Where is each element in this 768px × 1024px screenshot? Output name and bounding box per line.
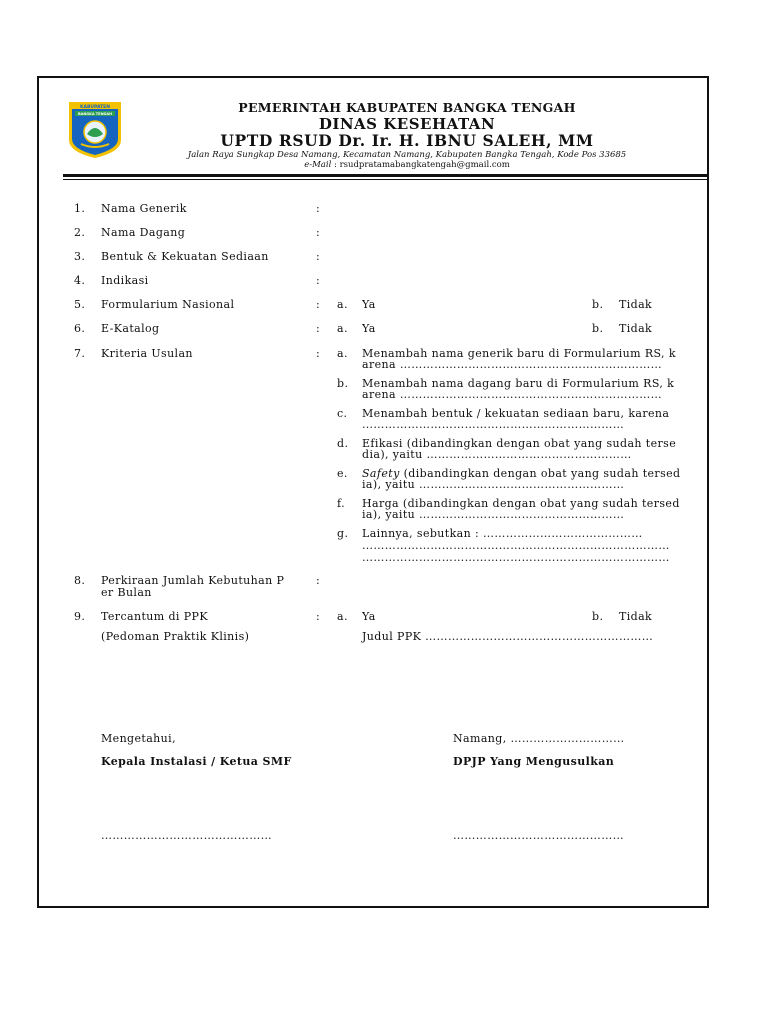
right-signatory-title: DPJP Yang Mengusulkan <box>453 755 615 768</box>
criteria-text: Efikasi (dibandingkan dengan obat yang sudah terse <box>362 437 677 450</box>
header-divider-thick <box>63 174 709 177</box>
place-date-field[interactable]: Namang, ………………………… <box>453 732 625 745</box>
ppk-title-field[interactable]: Judul PPK …………………………………………………… <box>362 630 654 643</box>
criteria-text-cont: arena …………………………………………………………… <box>362 358 663 371</box>
header-divider-thin <box>63 179 709 180</box>
email-label: e-Mail <box>304 160 332 170</box>
left-signatory-title: Kepala Instalasi / Ketua SMF <box>101 755 292 768</box>
item-number: 3. <box>74 250 86 263</box>
option-letter-a: a. <box>337 298 348 311</box>
item-colon: : <box>316 298 321 311</box>
item-number: 2. <box>74 226 86 239</box>
option-ya[interactable]: Ya <box>362 610 376 623</box>
criteria-text-cont: ……………………………………………………………………… <box>362 539 670 552</box>
item-label: Tercantum di PPK <box>101 610 208 623</box>
criteria-letter: e. <box>337 467 348 480</box>
criteria-letter: f. <box>337 497 345 510</box>
item-number: 1. <box>74 202 86 215</box>
hospital-title: UPTD RSUD Dr. Ir. H. IBNU SALEH, MM <box>220 131 594 150</box>
item-label: Kriteria Usulan <box>101 347 193 360</box>
item-colon: : <box>316 250 321 263</box>
address-line: Jalan Raya Sungkap Desa Namang, Kecamatan Namang, Kabupaten Bangka Tengah, Kode Pos 33685 <box>187 150 627 160</box>
option-ya[interactable]: Ya <box>362 298 376 311</box>
item-colon: : <box>316 274 321 287</box>
item-number: 4. <box>74 274 86 287</box>
item-number: 9. <box>74 610 86 623</box>
svg-text:BANGKA TENGAH: BANGKA TENGAH <box>77 112 113 116</box>
criteria-letter: g. <box>337 527 349 540</box>
item-colon: : <box>316 202 321 215</box>
criteria-text: Menambah bentuk / kekuatan sediaan baru, karena <box>362 407 670 420</box>
criteria-text-rest: (dibandingkan dengan obat yang sudah tersed <box>399 467 681 480</box>
item-colon: : <box>316 322 321 335</box>
item-number: 5. <box>74 298 86 311</box>
criteria-text-cont: ……………………………………………………………………… <box>362 551 670 564</box>
option-letter-b: b. <box>592 610 604 623</box>
item-label: Perkiraan Jumlah Kebutuhan P <box>101 574 285 587</box>
item-label: Nama Dagang <box>101 226 186 239</box>
item-label: Nama Generik <box>101 202 187 215</box>
item-colon: : <box>316 610 321 623</box>
criteria-text-cont: ia), yaitu ……………………………………………… <box>362 478 625 491</box>
item-label: Indikasi <box>101 274 149 287</box>
criteria-text-cont: arena …………………………………………………………… <box>362 388 663 401</box>
form-page <box>37 76 709 908</box>
criteria-text-cont: ia), yaitu ……………………………………………… <box>362 508 625 521</box>
svg-text:KABUPATEN: KABUPATEN <box>80 105 110 110</box>
criteria-letter: a. <box>337 347 348 360</box>
criteria-letter: b. <box>337 377 349 390</box>
agency-title: DINAS KESEHATAN <box>318 115 496 133</box>
item-label: E-Katalog <box>101 322 160 335</box>
right-signature-line[interactable]: ……………………………………… <box>453 829 624 842</box>
criteria-text: Menambah nama generik baru di Formularium RS, k <box>362 347 676 360</box>
item-colon: : <box>316 347 321 360</box>
option-tidak[interactable]: Tidak <box>619 610 653 623</box>
criteria-text-cont: …………………………………………………………… <box>362 418 625 431</box>
item-number: 8. <box>74 574 86 587</box>
option-letter-b: b. <box>592 322 604 335</box>
option-letter-b: b. <box>592 298 604 311</box>
regency-emblem-logo <box>67 100 123 160</box>
item-label: Bentuk & Kekuatan Sediaan <box>101 250 269 263</box>
email-line <box>147 160 667 170</box>
criteria-letter: c. <box>337 407 348 420</box>
item-label: Formularium Nasional <box>101 298 235 311</box>
item-label-cont: er Bulan <box>101 586 152 599</box>
criteria-text: Harga (dibandingkan dengan obat yang sudah tersed <box>362 497 680 510</box>
government-title: PEMERINTAH KABUPATEN BANGKA TENGAH <box>238 100 576 115</box>
left-signature-line[interactable]: ……………………………………… <box>101 829 272 842</box>
item-number: 6. <box>74 322 86 335</box>
option-ya[interactable]: Ya <box>362 322 376 335</box>
item-colon: : <box>316 574 321 587</box>
option-letter-a: a. <box>337 322 348 335</box>
option-letter-a: a. <box>337 610 348 623</box>
criteria-text: Menambah nama dagang baru di Formularium RS, k <box>362 377 675 390</box>
email-address: : rsudpratamabangkatengah@gmail.com <box>334 160 510 170</box>
acknowledged-label: Mengetahui, <box>101 732 176 745</box>
option-tidak[interactable]: Tidak <box>619 298 653 311</box>
item-number: 7. <box>74 347 86 360</box>
letterhead <box>147 78 667 178</box>
item-sub-label: (Pedoman Praktik Klinis) <box>101 630 250 643</box>
criteria-text-cont: dia), yaitu ……………………………………………… <box>362 448 632 461</box>
option-tidak[interactable]: Tidak <box>619 322 653 335</box>
safety-word: Safety <box>362 467 400 480</box>
criteria-letter: d. <box>337 437 349 450</box>
criteria-text: Lainnya, sebutkan : …………………………………… <box>362 527 643 540</box>
item-colon: : <box>316 226 321 239</box>
